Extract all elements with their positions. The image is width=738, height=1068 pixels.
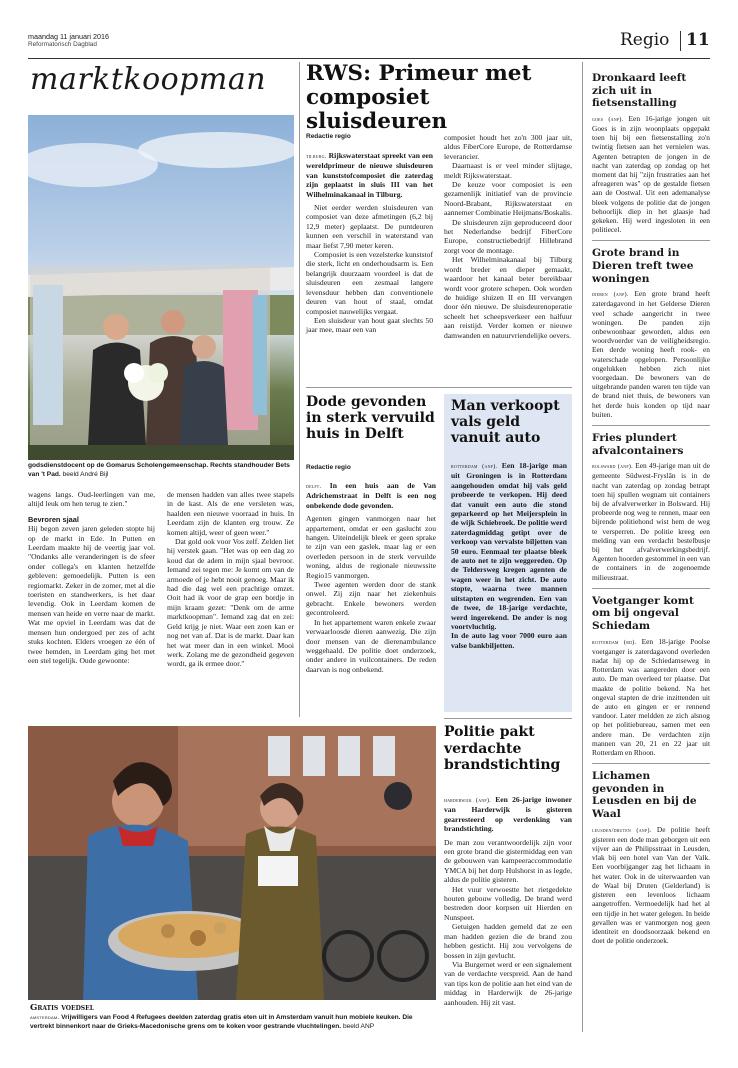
nepgeld-headline: Man verkoopt vals geld vanuit auto xyxy=(451,398,560,446)
sidebar-headline: Voetganger komt om bij ongeval Schiedam xyxy=(592,594,694,633)
food-photo xyxy=(28,726,436,1000)
paragraph: Een 18-jarige man uit Groningen is in Rotterdam aangehouden omdat hij vals geld probeerde te verkopen. Hij deed dat vanuit een auto die stond geparkeerd op het Meijersplein in de wijk Schiebroek. De politie werd zaterdagmiddag getipt over de verkoop van vervalste biljetten van 50 euro. Eenmaal ter plaatse bleek de auto net te zijn weggereden. Op de Teldersweg kregen agenten de wagen weer in het zicht. De auto stopte, waarna twee mannen uitstapten en wegrenden. Een van de twee, de 18-jarige verdachte, werd ingerekend. De ander is nog voortvluchtig. xyxy=(451,461,567,631)
caption-credit: beeld André Bijl xyxy=(62,470,109,478)
rws-byline: Redactie regio xyxy=(306,133,351,140)
sidebar-text: Een 49-jarige man uit de gemeente Südwest-Fryslân is in de nacht van zaterdag op zondag betrapt toen hij spullen wegnam uit containers bij de afvalverwerker in Bolsward. Hij probeerde nog weg te rennen, maar een bijrende politiehond wist hem de weg te versperren. De politie kreeg een melding van een verdacht bestelbusje bij het afvalverwerkingsbedrijf. Agenten hoorden gestommel in een van de containers in de zogenoemde milieustraat. xyxy=(592,461,710,582)
lead: Rijkswaterstaat spreekt van een wereldprimeur de nieuwe sluisdeuren van kunststofcomposiet die zaterdag zijn geplaatst in sluis III van het Wilhelminakanaal in Tilburg. xyxy=(306,151,433,199)
rws-col2 xyxy=(444,133,572,340)
lead: In een huis aan de Van Adrichemstraat in Delft is een nog onbekende dode gevonden. xyxy=(306,481,436,510)
sidebar-headline: Dronkaard leeft zich uit in fietsenstalling xyxy=(592,72,687,110)
masthead-rule xyxy=(28,58,710,59)
marktkoopman-col2 xyxy=(167,490,294,669)
paragraph: Niet eerder werden sluisdeuren van composiet van deze afmetingen (6,2 bij 12,9 meter) geplaatst. De puntdeuren kunnen een verschil in waterstand van maar liefst 7,90 meter keren. xyxy=(306,203,433,250)
dateline: goes (anp). xyxy=(592,115,624,123)
paragraph: De keuze voor composiet is een gezamenlijk initiatief van de provincie Noord-Brabant, Rijkswaterstaat en aannemer Combinatie Heijmans/Boskalis. xyxy=(444,180,573,218)
paragraph: Het vuur verwoestte het rietgedekte houten gebouw volledig. De brand werd bestreden door korpsen uit Hierden en Nunspeet. xyxy=(444,884,572,922)
sidebar-item xyxy=(592,72,710,234)
delft-byline: Redactie regio xyxy=(306,464,351,471)
sidebar-item xyxy=(592,247,710,419)
paragraph: In het appartement waren enkele zwaar verwaarloosde dieren aanwezig. Die zijn door mensen van de dierenambulance weggehaald. De politie doet onderzoek, onder andere in vuilcontainers. De reden daarvan is nog onbekend. xyxy=(306,617,436,674)
sidebar-rule xyxy=(592,425,710,426)
delft-headline: Dode gevonden in sterk vervuild huis in Delft xyxy=(306,394,435,442)
article-rule xyxy=(306,387,572,388)
rws-headline: RWS: Primeur met composiet sluisdeuren xyxy=(306,61,532,134)
paragraph: In de auto lag voor 7000 euro aan valse bankbiljetten. xyxy=(451,631,567,650)
sidebar-body xyxy=(592,637,710,758)
sidebar-headline: Lichamen gevonden in Leusden en bij de Waal xyxy=(592,770,697,821)
paragraph: De sluisdeuren zijn geproduceerd door het Nederlandse bedrijf FiberCore Europe, constructiebedrijf Hillebrand zorgt voor de montage. xyxy=(444,217,572,255)
food-photo-caption xyxy=(30,1003,436,1031)
dateline: amsterdam. xyxy=(30,1015,60,1021)
nepgeld-body xyxy=(451,461,567,650)
sidebar-text: De politie heeft gisteren een dode man geborgen uit een vijver aan de Philipsstraat in Leusden, vlak bij een hotel van Van der Valk. Een voorbijganger zag het lichaam in het water. Ook in de uiterwaarden van de Waal bij Druten (Gelderland) is gisteren een levenloos lichaam aangetroffen. Vermoedelijk had het al een tijdje in het water gelegen. In beide gevallen was er vanmorgen nog geen identiteit en doodsoorzaak bekend en doet de politie onderzoek. xyxy=(592,824,710,946)
paragraph: Composiet is een vezelsterke kunststof die sterk, licht en onderhoudsarm is. Een belangrijk duurzaam voordeel is dat de sluisdeuren een zesmaal langere levensduur hebben dan conventionele deuren van hout of staal, omdat composiet nauwelijks vergaat. xyxy=(306,250,433,316)
paragraph: De man zou verantwoordelijk zijn voor een grote brand die gistermiddag een van de gebouwen van kampeeraccommodatie YMCA bij het dorp Hulshorst in as legde, aldus de politie gisteren. xyxy=(444,837,572,885)
paragraph: de mensen hadden van alles twee stapels in de kast. Als de ene versleten was, haalden een nieuwe voorraad in huis. In Leerdam zijn de klanten erg trouw. Ze komen altijd, weer of geen weer." xyxy=(167,490,294,537)
paragraph: Dat gold ook voor Vos zelf. Zelden liet hij verstek gaan. "Het was op een dag zo koud dat de adem in mijn sjaal bevroor. Iemand zei tegen me: Je komt om van de armoede of je hebt nooit genoeg. Maar ik had die dag wel een prachtige omzet. Ooit had ik voor de grap een bordje in mijn kraam gezet: "Denk om de arme marktkoopman". Iemand zag dat en zei: Geld krijg je niet. Waar een zoen kan er nog net van af. Dat is de markt. Daar kan het wat meer dan in een winkel. Mooi werk. Zolang me de gezondheid gegeven wordt, ga ik ermee door." xyxy=(167,537,294,669)
sidebar-headline: Grote brand in Dieren treft twee woningen xyxy=(592,247,694,285)
sidebar-headline: Fries plundert afvalcontainers xyxy=(592,432,684,457)
news-sidebar xyxy=(592,62,710,945)
brand-body xyxy=(444,795,572,1007)
article-rule xyxy=(444,718,572,719)
dateline: rotterdam (anp). xyxy=(451,463,498,470)
market-photo xyxy=(28,115,294,460)
issue-date: maandag 11 januari 2016 xyxy=(28,32,109,41)
caption-credit: beeld ANP xyxy=(342,1022,375,1030)
sidebar-rule xyxy=(592,588,710,589)
sidebar-item xyxy=(592,595,710,757)
dateline: bolsward (anp). xyxy=(592,463,633,471)
caption-text: Vrijwilligers van Food 4 Refugees deelden zaterdag gratis eten uit in Amsterdam vanuit hun mobiele keuken. Die vertrekt binnenkort naar de Grieks-Macedonische grens om te koken voor gestrande vluchtelingen. xyxy=(30,1014,413,1030)
paragraph: Agenten gingen vanmorgen naar het appartement, omdat er een gaslucht zou hangen. Uiteindelijk bleek er geen sprake te zijn van een gaslek, maar lag er een overleden persoon in de sterk vervuilde woning, aldus de regionale nieuwssite Regio15 vanmorgen. xyxy=(306,514,436,580)
paper-name: Reformatorisch Dagblad xyxy=(28,41,97,48)
dateline: harderwijk (anp). xyxy=(444,797,491,804)
dateline: dieren (anp). xyxy=(592,291,629,299)
dateline: rotterdam (rd). xyxy=(592,638,637,646)
sidebar-item xyxy=(592,432,710,582)
lead: Een 26-jarige inwoner van Harderwijk is gisteren gearresteerd op verdenking van brandstichting. xyxy=(444,795,572,834)
sidebar-text: Een 16-jarige jongen uit Goes is in zijn woonplaats opgepakt toen hij bij een fietsenstalling zo'n twintig fietsen aan het vernielen was. Agenten betrapten de jongen in de nacht van zaterdag op zondag op het moment dat hij "zijn frustraties aan het afreageren was" op de gestalde fietsen aan de Oostwal. Uit een ademanalyse bleek volgens de politie dat de jongen behoorlijk diep in het glaasje had gekeken. Hij werd ingesloten in een politiecel. xyxy=(592,113,710,235)
delft-body xyxy=(306,481,436,674)
column-rule xyxy=(299,62,300,717)
market-photo-caption xyxy=(28,462,294,479)
section-name: Regio xyxy=(620,30,670,50)
paragraph: Daarnaast is er veel minder slijtage, meldt Rijkswaterstaat. xyxy=(444,161,572,180)
sidebar-text: Een grote brand heeft zaterdagavond in het Gelderse Dieren veel schade aangericht in twee woningen. De panden zijn onbewoonbaar geworden, aldus een woordvoerder van de veiligheidsregio. Een derde woning heeft rook- en waterschade opgelopen. Persoonlijke ongelukken hebben zich niet voorgedaan. De bewoners van de uitgebrande panden waren ten tijde van de brand niet thuis, de bewoners van het derde huis konden op tijd naar buiten. xyxy=(592,289,710,419)
dateline: delft. xyxy=(306,483,322,490)
dateline: leusden/druten (anp). xyxy=(592,826,652,834)
caption-title: Gratis voedsel xyxy=(30,1003,94,1013)
caption-text: godsdienstdocent op de Gomarus Scholengemeenschap. Rechts standhouder Bets van 't Pad. xyxy=(28,462,290,478)
sidebar-rule xyxy=(592,240,710,241)
paragraph: Getuigen hadden gemeld dat ze een man hadden gezien die de brand zou hebben gesticht. Hij zou vervolgens de bossen in zijn gevlucht. xyxy=(444,922,572,960)
sidebar-body xyxy=(592,825,710,946)
page-number: 11 xyxy=(686,30,710,50)
brand-headline: Politie pakt verdachte brandstichting xyxy=(444,724,561,773)
sidebar-text: Een 18-jarige Poolse voetganger is zaterdagavond overleden nadat hij op de Schiedamseweg in Rotterdam was aangereden door een auto. De man overleed ter plaatse. Dat maakte de politie bekend. Na het ongeval stapten de drie inzittenden uit de auto en gingen er er rennend vandoor. Later meldden ze zich alsnog op het politiebureau, samen met een andere man. De verdachten zijn mannen van 20, 21 en 22 jaar uit Rotterdam en Rhoon. xyxy=(592,636,710,758)
dateline: tilburg. xyxy=(306,153,327,160)
column-title: marktkoopman xyxy=(30,62,267,97)
subhead: Bevroren sjaal xyxy=(28,514,79,524)
paragraph: Het Wilhelminakanaal bij Tilburg wordt breder en dieper gemaakt, waardoor het kanaal beter bereikbaar wordt voor grotere schepen. Ook worden de huidige sluizen II en III vervangen door één nieuwe. De sluisdeurenoperatie scheelt het scheepsverkeer een halfuur aan reistijd. Verder komen er nieuwe damwanden en natuurvriendelijke oevers. xyxy=(444,255,572,340)
marktkoopman-col1 xyxy=(28,490,155,665)
sidebar-rule xyxy=(592,763,710,764)
rws-col1 xyxy=(306,151,433,335)
paragraph: Via Burgernet werd er een signalement van de verdachte verspreid. Aan de hand van tips kon de politie aan het eind van de middag in Harderwijk de 26-jarige aanhouden. Hij zit vast. xyxy=(444,959,573,1007)
column-rule xyxy=(582,62,583,1032)
sidebar-body xyxy=(592,289,710,419)
sidebar-body xyxy=(592,114,710,235)
sidebar-body xyxy=(592,461,710,582)
paragraph: Twee agenten werden door de stank onwel. Zij zijn naar het ziekenhuis gebracht. Enkele bewoners werden gecontroleerd. xyxy=(306,580,436,618)
paragraph: Hij begon zeven jaren geleden stopte hij op de markt in Ede. In Putten en Leerdam maakte hij de veertig jaar vol. "Ondanks alle veranderingen is de sfeer onder collega's en klanten hetzelfde gebleven: gemoedelijk. Putten is een regiomarkt. Zeker in de zomer, met al die toeristen en standwerkers, is het daar levendig. Ook in Leerdam komen de mensen van heide en verre naar de markt. Wat me opviel in Leerdam was dat de mensen hun ondergoed per zes of acht stuks kochten. Elders vroegen ze één of twee hemden, in Leerdam ging het met een stel tegelijk. Oude gewoonte: xyxy=(28,524,155,665)
paragraph: Een sluisdeur van hout gaat slechts 50 jaar mee, maar een van xyxy=(306,315,433,335)
masthead-divider xyxy=(680,31,681,51)
sidebar-item xyxy=(592,770,710,945)
paragraph: wagens langs. Oud-leerlingen van me, altijd leuk om hen terug te zien." xyxy=(28,490,155,509)
paragraph: composiet houdt het zo'n 300 jaar uit, aldus FiberCore Europe, de Rotterdamse leverancier. xyxy=(444,133,572,161)
